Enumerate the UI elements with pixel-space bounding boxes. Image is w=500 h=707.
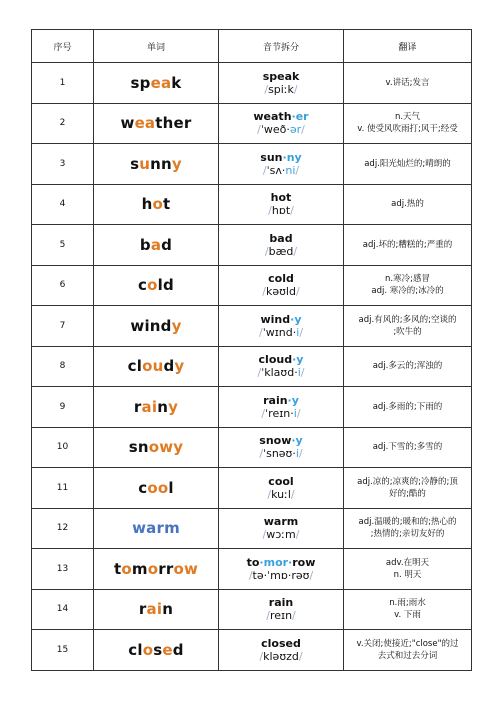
word-segment: cl: [127, 357, 143, 376]
syllable-part: bad: [269, 231, 293, 245]
phonetic-slash: /: [266, 609, 270, 623]
phonetic-slash: /: [295, 528, 300, 542]
translation-line: adj. 寒冷的;冰冷的: [371, 286, 444, 297]
table-row: [32, 63, 472, 104]
translation-line: adj.阳光灿烂的;晴朗的: [364, 158, 451, 169]
row-number: 14: [32, 589, 94, 630]
table-row: [32, 265, 472, 306]
syllable-word: [223, 556, 339, 569]
phonetic-part: bæd: [268, 244, 294, 258]
word-cell: [94, 589, 219, 630]
header-word: 单词: [94, 30, 219, 63]
word-segment: s: [130, 154, 140, 173]
header-row: [32, 30, 472, 63]
phonetic-part: i: [295, 447, 299, 461]
word-segment: cl: [128, 640, 143, 659]
phonetic: [223, 204, 339, 217]
word-segment: oo: [147, 478, 169, 497]
phonetic-part: ˈmɒ·: [267, 568, 292, 582]
word-cell: [94, 508, 219, 549]
syllable-part: ·mor·: [259, 555, 293, 569]
word-segment: a: [150, 235, 162, 254]
translation-cell: [344, 225, 472, 266]
phonetic-slash: /: [258, 325, 263, 339]
syllable-cell: [219, 508, 344, 549]
phonetic-part: ər: [289, 123, 302, 137]
phonetic-slash: /: [293, 82, 298, 96]
table-row: [32, 387, 472, 428]
syllable-cell: [219, 387, 344, 428]
syllable-part: row: [292, 555, 316, 569]
word-segment: o: [147, 276, 158, 295]
phonetic-slash: /: [290, 487, 295, 501]
word-cell: [94, 630, 219, 671]
phonetic: [223, 650, 339, 663]
syllable-word: [223, 353, 339, 366]
translation-line: adj.多雨的;下雨的: [372, 401, 443, 412]
word-segment: ai: [146, 600, 163, 619]
word-segment: m: [131, 559, 148, 578]
word-cell: [94, 427, 219, 468]
word-cell: [94, 103, 219, 144]
phonetic-part: ˈsnəʊ·: [263, 447, 296, 461]
syllable-part: ·y: [290, 312, 302, 326]
row-number: 15: [32, 630, 94, 671]
syllable-word: [223, 515, 339, 528]
phonetic-slash: /: [267, 487, 272, 501]
translation-line: adj.热的: [391, 199, 424, 210]
syllable-cell: [219, 549, 344, 590]
syllable-part: sun: [260, 150, 283, 164]
word-segment: w: [120, 114, 135, 133]
translation-line: ;吹牛的: [393, 326, 422, 337]
syllable-part: ·y: [287, 393, 299, 407]
word-segment: b: [139, 235, 151, 254]
translation-line: v. 下雨: [394, 610, 421, 621]
word-segment: ld: [157, 276, 174, 295]
word-cell: [94, 306, 219, 347]
row-number: 10: [32, 427, 94, 468]
translation-line: n.雨;雨水: [389, 598, 426, 609]
phonetic: [223, 83, 339, 96]
syllable-cell: [219, 468, 344, 509]
phonetic: [223, 245, 339, 258]
syllable-part: ·y: [292, 353, 304, 367]
phonetic-part: kəʊld: [266, 285, 296, 299]
syllable-word: [223, 313, 339, 326]
row-number: 9: [32, 387, 94, 428]
table-row: [32, 184, 472, 225]
phonetic-slash: /: [268, 204, 272, 218]
syllable-word: [223, 596, 339, 609]
syllable-part: to: [246, 555, 260, 569]
word-segment: n: [157, 397, 169, 416]
phonetic-part: ˈsʌ·: [266, 163, 286, 177]
table-row: [32, 346, 472, 387]
syllable-part: weath: [253, 110, 292, 124]
row-number: 3: [32, 144, 94, 185]
phonetic-slash: /: [296, 406, 301, 420]
word-segment: ea: [150, 73, 172, 92]
translation-cell: [344, 103, 472, 144]
phonetic: [223, 366, 339, 379]
phonetic-part: ˈreɪn·: [265, 406, 294, 420]
word-segment: ea: [134, 114, 156, 133]
word-segment: ou: [142, 357, 164, 376]
phonetic: [223, 407, 339, 420]
word-segment: t: [163, 195, 171, 214]
translation-cell: [344, 346, 472, 387]
syllable-word: [223, 434, 339, 447]
table-row: [32, 225, 472, 266]
row-number: 11: [32, 468, 94, 509]
phonetic-part: ˈweð·: [260, 123, 290, 137]
syllable-part: ·ny: [282, 150, 302, 164]
word-segment: d: [172, 640, 184, 659]
table-row: [32, 630, 472, 671]
word-cell: [94, 225, 219, 266]
syllable-cell: [219, 63, 344, 104]
phonetic-slash: /: [301, 123, 305, 137]
word-segment: o: [142, 640, 154, 659]
word-segment: d: [161, 235, 173, 254]
syllable-part: ·y: [291, 434, 303, 448]
syllable-part: cloud: [258, 353, 293, 367]
translation-cell: [344, 589, 472, 630]
translation-line: n.寒冷;感冒: [385, 274, 430, 285]
phonetic-slash: /: [295, 285, 300, 299]
translation-cell: [344, 144, 472, 185]
word-segment: y: [168, 397, 179, 416]
phonetic-slash: /: [264, 244, 269, 258]
word-segment: n: [162, 600, 174, 619]
row-number: 4: [32, 184, 94, 225]
syllable-cell: [219, 427, 344, 468]
word-segment: y: [174, 357, 185, 376]
syllable-cell: [219, 184, 344, 225]
phonetic-slash: /: [248, 568, 253, 582]
translation-cell: [344, 468, 472, 509]
translation-line: ;热情的;亲切友好的: [370, 529, 445, 540]
word-segment: d: [163, 357, 175, 376]
syllable-cell: [219, 346, 344, 387]
phonetic: [223, 123, 339, 136]
syllable-word: [223, 70, 339, 83]
word-segment: e: [162, 640, 173, 659]
word-cell: [94, 468, 219, 509]
row-number: 7: [32, 306, 94, 347]
header-translation: 翻译: [344, 30, 472, 63]
word-segment: r: [138, 600, 147, 619]
phonetic-slash: /: [257, 123, 261, 137]
syllable-word: [223, 191, 339, 204]
phonetic-slash: /: [309, 568, 314, 582]
syllable-cell: [219, 306, 344, 347]
phonetic-slash: /: [259, 649, 264, 663]
row-number: 5: [32, 225, 94, 266]
phonetic-part: i: [296, 325, 300, 339]
phonetic: [223, 528, 339, 541]
word-segment: o: [147, 559, 159, 578]
phonetic-slash: /: [293, 244, 298, 258]
row-number: 12: [32, 508, 94, 549]
word-segment: k: [171, 73, 182, 92]
syllable-part: snow: [259, 434, 292, 448]
syllable-part: ·er: [291, 110, 309, 124]
syllable-part: speak: [262, 69, 300, 83]
phonetic-slash: /: [292, 609, 296, 623]
word-segment: ai: [141, 397, 158, 416]
phonetic-part: reɪn: [269, 609, 293, 623]
syllable-word: [223, 272, 339, 285]
word-segment: c: [138, 478, 148, 497]
word-segment: wind: [130, 316, 172, 335]
translation-line: v. 使受风吹雨打;风干;经受: [357, 124, 458, 135]
word-segment: u: [139, 154, 151, 173]
word-segment: c: [138, 276, 148, 295]
translation-cell: [344, 387, 472, 428]
syllable-cell: [219, 225, 344, 266]
table-row: [32, 468, 472, 509]
word-segment: o: [121, 559, 132, 578]
translation-line: n.天气: [394, 112, 421, 123]
syllable-part: closed: [261, 636, 301, 650]
word-segment: nn: [150, 154, 172, 173]
phonetic-slash: /: [257, 366, 262, 380]
phonetic-slash: /: [261, 406, 266, 420]
word-segment: o: [152, 195, 164, 214]
syllable-part: rain: [268, 596, 294, 610]
phonetic-slash: /: [262, 528, 267, 542]
translation-line: adj.有风的;多风的;空谈的: [358, 314, 457, 325]
row-number: 1: [32, 63, 94, 104]
phonetic-part: rəʊ: [291, 568, 310, 582]
table-row: [32, 508, 472, 549]
row-number: 13: [32, 549, 94, 590]
syllable-cell: [219, 103, 344, 144]
phonetic-part: kləʊzd: [263, 649, 299, 663]
translation-line: adj.坏的;糟糕的;严重的: [362, 239, 453, 250]
phonetic-slash: /: [298, 649, 303, 663]
syllable-word: [223, 110, 339, 123]
syllable-part: warm: [263, 515, 299, 529]
row-number: 6: [32, 265, 94, 306]
word-segment: warm: [132, 519, 180, 538]
translation-line: adj.温暖的;暖和的;热心的: [358, 517, 457, 528]
phonetic: [223, 488, 339, 501]
word-segment: l: [168, 478, 174, 497]
translation-cell: [344, 427, 472, 468]
phonetic-slash: /: [259, 447, 264, 461]
syllable-word: [223, 637, 339, 650]
word-segment: sn: [128, 438, 149, 457]
phonetic-slash: /: [262, 163, 267, 177]
phonetic-part: spiːk: [268, 82, 294, 96]
syllable-part: cold: [268, 272, 294, 286]
row-number: 8: [32, 346, 94, 387]
syllable-word: [223, 475, 339, 488]
word-segment: ow: [173, 559, 199, 578]
word-cell: [94, 346, 219, 387]
word-segment: y: [171, 154, 182, 173]
table-row: [32, 144, 472, 185]
phonetic-slash: /: [290, 204, 294, 218]
syllable-cell: [219, 630, 344, 671]
phonetic-part: ˈklaʊd·: [261, 366, 298, 380]
word-segment: rr: [158, 559, 174, 578]
syllable-word: [223, 394, 339, 407]
word-segment: sp: [130, 73, 151, 92]
translation-cell: [344, 549, 472, 590]
translation-cell: [344, 306, 472, 347]
table-row: [32, 549, 472, 590]
syllable-cell: [219, 144, 344, 185]
row-number: 2: [32, 103, 94, 144]
syllable-part: hot: [270, 191, 292, 205]
translation-line: adj.下雪的;多雪的: [372, 442, 443, 453]
syllable-part: rain: [263, 393, 288, 407]
table-row: [32, 589, 472, 630]
translation-line: 去式和过去分词: [377, 650, 438, 661]
phonetic-part: ni: [285, 163, 296, 177]
translation-cell: [344, 508, 472, 549]
phonetic-slash: /: [295, 163, 300, 177]
phonetic-part: i: [293, 406, 297, 420]
word-cell: [94, 144, 219, 185]
translation-line: adj.多云的;浑浊的: [372, 361, 443, 372]
phonetic: [223, 609, 339, 622]
translation-cell: [344, 184, 472, 225]
translation-line: v.讲话;发言: [385, 77, 430, 88]
phonetic-slash: /: [300, 366, 305, 380]
phonetic-slash: /: [262, 285, 266, 299]
phonetic-part: ˈwɪnd·: [262, 325, 297, 339]
header-syllables: 音节拆分: [219, 30, 344, 63]
phonetic: [223, 285, 339, 298]
word-segment: r: [133, 397, 142, 416]
phonetic-part: hɒt: [271, 204, 291, 218]
word-segment: y: [173, 438, 184, 457]
translation-line: 好的;酷的: [389, 488, 426, 499]
syllable-cell: [219, 265, 344, 306]
phonetic-slash: /: [298, 447, 303, 461]
word-cell: [94, 549, 219, 590]
table-row: [32, 103, 472, 144]
syllable-word: [223, 151, 339, 164]
word-segment: h: [141, 195, 153, 214]
translation-line: v.关闭;使接近;"close"的过: [356, 638, 459, 649]
header-number: 序号: [32, 30, 94, 63]
syllable-part: cool: [268, 474, 294, 488]
word-cell: [94, 184, 219, 225]
word-segment: ow: [148, 438, 174, 457]
translation-line: n. 明天: [393, 569, 422, 580]
word-cell: [94, 63, 219, 104]
phonetic-part: tə·: [252, 568, 268, 582]
word-segment: s: [153, 640, 163, 659]
vocabulary-table: [31, 29, 472, 671]
table-row: [32, 427, 472, 468]
word-cell: [94, 387, 219, 428]
phonetic-slash: /: [299, 325, 304, 339]
syllable-word: [223, 232, 339, 245]
phonetic: [223, 569, 339, 582]
word-segment: ther: [155, 114, 192, 133]
table-row: [32, 306, 472, 347]
phonetic-slash: /: [264, 82, 269, 96]
translation-cell: [344, 265, 472, 306]
word-segment: y: [171, 316, 182, 335]
syllable-cell: [219, 589, 344, 630]
phonetic: [223, 447, 339, 460]
translation-cell: [344, 63, 472, 104]
phonetic-part: kuːl: [271, 487, 291, 501]
phonetic: [223, 164, 339, 177]
translation-line: adj.凉的;凉爽的;冷静的;顶: [357, 476, 458, 487]
translation-line: adv.在明天: [385, 557, 430, 568]
word-cell: [94, 265, 219, 306]
syllable-part: wind: [260, 312, 291, 326]
translation-cell: [344, 630, 472, 671]
word-segment: t: [113, 559, 122, 578]
phonetic: [223, 326, 339, 339]
phonetic-part: i: [297, 366, 301, 380]
phonetic-part: wɔːm: [266, 528, 296, 542]
